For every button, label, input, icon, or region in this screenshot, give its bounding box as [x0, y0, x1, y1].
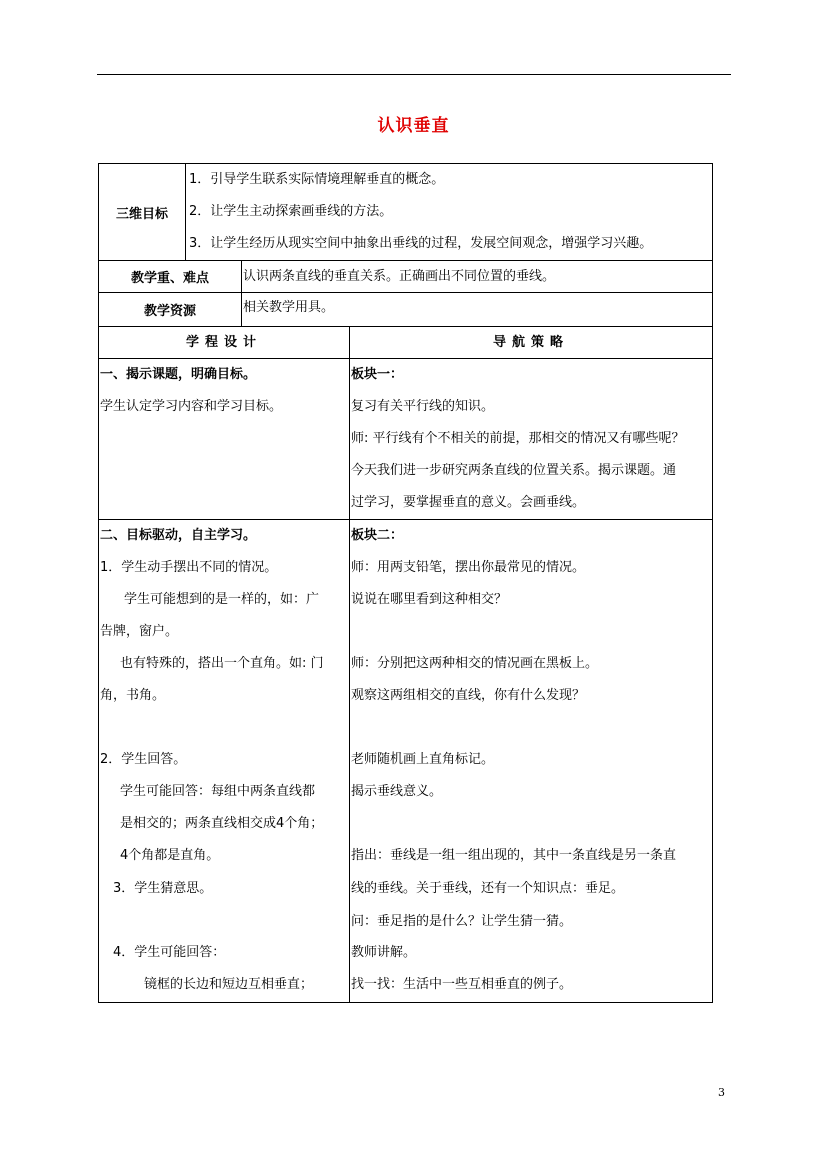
key-points-text: 认识两条直线的垂直关系。正确画出不同位置的垂线。 — [243, 269, 556, 284]
header-rule — [97, 74, 731, 75]
section1-row — [99, 359, 713, 520]
section1-right — [350, 359, 713, 520]
objectives-label: 三维目标 — [99, 164, 186, 261]
objective-item: 3．让学生经历从现实空间中抽象出垂线的过程，发展空间观念，增强学习兴趣。 — [189, 236, 653, 251]
section2-row — [99, 520, 713, 1003]
section2-left-line: 告牌，窗户。 — [100, 624, 179, 639]
section2-right-line: 线的垂线。关于垂线，还有一个知识点：垂足。 — [351, 881, 625, 896]
section2-right — [350, 520, 713, 1003]
section2-left-line: 2．学生回答。 — [100, 752, 187, 767]
resources-text: 相关教学用具。 — [243, 300, 335, 315]
section2-right-line: 老师随机画上直角标记。 — [351, 752, 495, 767]
header-learning-design: 学程设计 — [185, 335, 262, 350]
section2-right-line: 师：分别把这两种相交的情况画在黑板上。 — [351, 656, 599, 671]
section2-left-line: 4个角都是直角。 — [120, 848, 220, 863]
section2-left-line: 学生可能想到的是一样的，如：广 — [124, 592, 320, 607]
objective-item: 1．引导学生联系实际情境理解垂直的概念。 — [189, 172, 445, 187]
key-points-row — [99, 261, 713, 293]
key-points-label: 教学重、难点 — [99, 261, 242, 293]
resources-content — [242, 293, 713, 327]
lesson-plan-table — [98, 163, 713, 1003]
section2-left — [99, 520, 350, 1003]
section1-heading: 一、揭示课题，明确目标。 — [100, 367, 257, 382]
section2-left-line: 1．学生动手摆出不同的情况。 — [100, 560, 278, 575]
section2-right-line: 揭示垂线意义。 — [351, 784, 443, 799]
objective-item: 2．让学生主动探索画垂线的方法。 — [189, 204, 393, 219]
key-points-content — [242, 261, 713, 293]
section1-right-line: 复习有关平行线的知识。 — [351, 399, 495, 414]
section2-left-line: 也有特殊的，搭出一个直角。如: 门 — [120, 656, 324, 671]
section2-heading: 二、目标驱动，自主学习。 — [100, 528, 257, 543]
section1-right-line: 今天我们进一步研究两条直线的位置关系。揭示课题。通 — [351, 463, 677, 478]
section1-left — [99, 359, 350, 520]
page-number: 3 — [718, 1086, 725, 1099]
section2-right-line: 师：用两支铅笔，摆出你最常见的情况。 — [351, 560, 586, 575]
section1-left-line: 学生认定学习内容和学习目标。 — [100, 399, 283, 414]
header-right — [350, 327, 713, 359]
section2-left-line: 3．学生猜意思。 — [113, 881, 213, 896]
resources-label: 教学资源 — [99, 293, 242, 327]
section2-left-line: 学生可能回答：每组中两条直线都 — [120, 784, 316, 799]
objectives-row — [99, 164, 713, 261]
header-left — [99, 327, 350, 359]
resources-row — [99, 293, 713, 327]
column-headers-row — [99, 327, 713, 359]
section2-right-line: 说说在哪里看到这种相交？ — [351, 592, 508, 607]
section2-left-line: 4．学生可能回答： — [113, 945, 226, 960]
section2-block-heading: 板块二： — [351, 528, 404, 543]
section2-left-spacer — [99, 906, 349, 937]
header-guidance-strategy: 导航策略 — [493, 335, 570, 350]
section2-right-line: 教师讲解。 — [351, 945, 417, 960]
section2-right-line: 找一找：生活中一些互相垂直的例子。 — [351, 977, 573, 992]
section2-right-spacer — [350, 712, 712, 744]
page-title: 认识垂直 — [377, 116, 450, 136]
section2-right-spacer — [350, 616, 712, 648]
section2-left-spacer — [99, 712, 349, 744]
section2-left-line: 角，书角。 — [100, 688, 166, 703]
section2-left-line: 镜框的长边和短边互相垂直； — [144, 977, 314, 992]
section1-block-heading: 板块一： — [351, 367, 404, 382]
section2-right-line: 指出：垂线是一组一组出现的，其中一条直线是另一条直 — [351, 848, 677, 863]
section2-right-spacer — [350, 808, 712, 840]
section2-left-line: 是相交的；两条直线相交成4个角； — [120, 816, 324, 831]
objectives-content — [186, 164, 713, 261]
section2-right-line: 观察这两组相交的直线，你有什么发现？ — [351, 688, 586, 703]
section1-right-line: 师: 平行线有个不相关的前提，那相交的情况又有哪些呢？ — [351, 431, 685, 446]
section1-right-line: 过学习，要掌握垂直的意义。会画垂线。 — [351, 495, 586, 510]
section2-right-line: 问：垂足指的是什么？让学生猜一猜。 — [351, 914, 573, 929]
